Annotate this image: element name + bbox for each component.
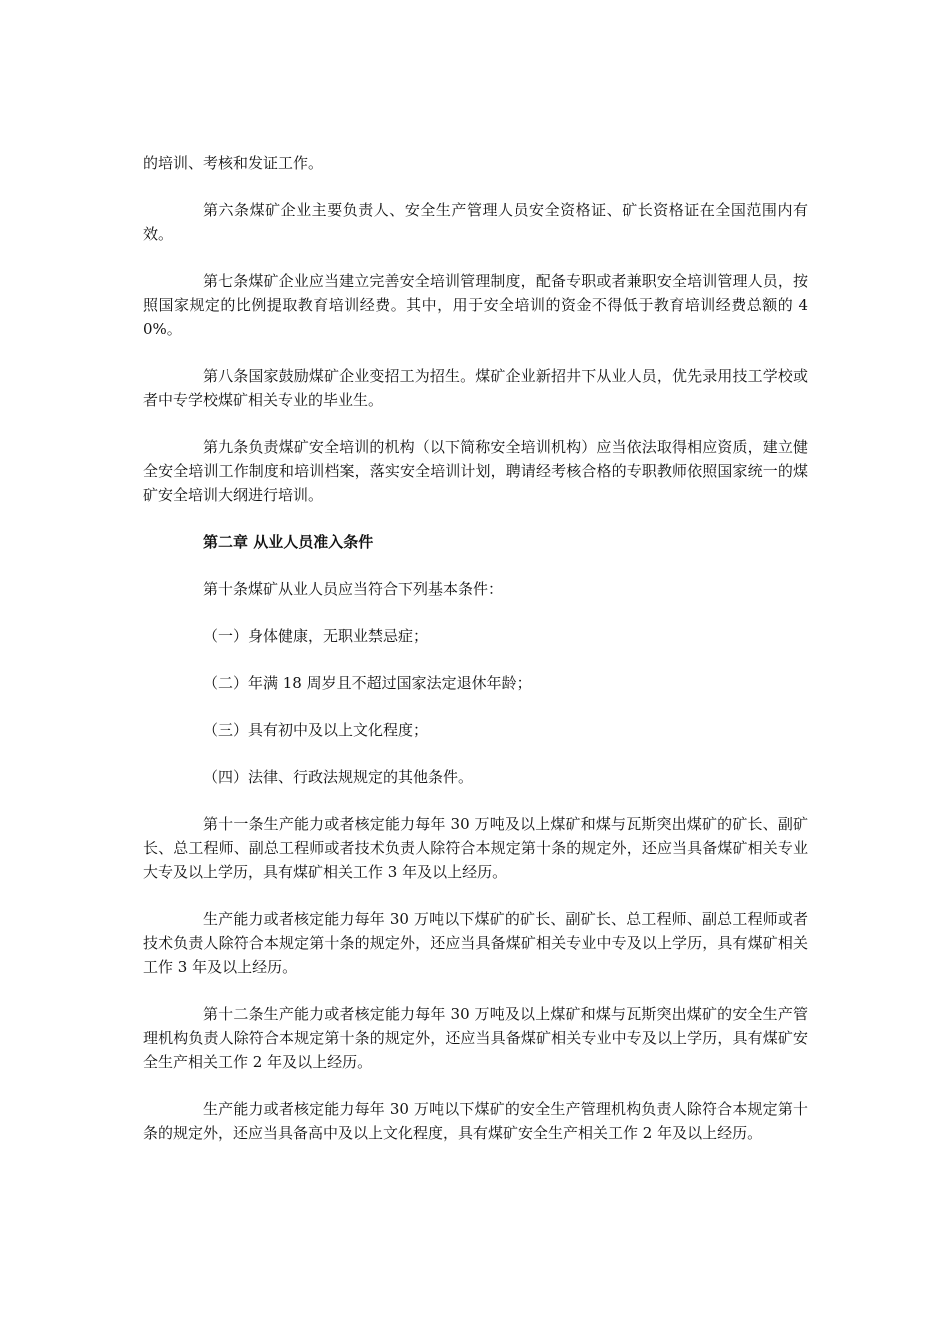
article-10-item-4: （四）法律、行政法规规定的其他条件。 (203, 768, 474, 786)
document-body (143, 151, 808, 1168)
article-11-paragraph-2: 生产能力或者核定能力每年 30 万吨以下煤矿的矿长、副矿长、总工程师、副总工程师或者技术负责人除符合本规定第十条的规定外，还应当具备煤矿相关专业中专及以上学历，具有煤矿相关工作 3 年及以上经历。 (143, 910, 808, 976)
article-7: 第七条煤矿企业应当建立完善安全培训管理制度，配备专职或者兼职安全培训管理人员，按照国家规定的比例提取教育培训经费。其中，用于安全培训的资金不得低于教育培训经费总额的 40%。 (143, 272, 808, 338)
paragraph-continued: 的培训、考核和发证工作。 (143, 154, 324, 172)
article-12-paragraph-2: 生产能力或者核定能力每年 30 万吨以下煤矿的安全生产管理机构负责人除符合本规定第十条的规定外，还应当具备高中及以上文化程度，具有煤矿安全生产相关工作 2 年及以上经历。 (143, 1100, 808, 1142)
article-10-item-2: （二）年满 18 周岁且不超过国家法定退休年龄； (203, 674, 532, 692)
article-11: 第十一条生产能力或者核定能力每年 30 万吨及以上煤矿和煤与瓦斯突出煤矿的矿长、副矿长、总工程师、副总工程师或者技术负责人除符合本规定第十条的规定外，还应当具备煤矿相关专业大专及以上学历，具有煤矿相关工作 3 年及以上经历。 (143, 815, 808, 881)
article-6: 第六条煤矿企业主要负责人、安全生产管理人员安全资格证、矿长资格证在全国范围内有效。 (143, 201, 808, 243)
article-10-item-1: （一）身体健康，无职业禁忌症； (203, 627, 429, 645)
article-9: 第九条负责煤矿安全培训的机构（以下简称安全培训机构）应当依法取得相应资质，建立健全安全培训工作制度和培训档案，落实安全培训计划，聘请经考核合格的专职教师依照国家统一的煤矿安全培训大纲进行培训。 (143, 438, 808, 504)
chapter-heading: 第二章 从业人员准入条件 (203, 533, 374, 551)
article-8: 第八条国家鼓励煤矿企业变招工为招生。煤矿企业新招井下从业人员，优先录用技工学校或者中专学校煤矿相关专业的毕业生。 (143, 367, 808, 409)
article-10: 第十条煤矿从业人员应当符合下列基本条件： (203, 580, 504, 598)
article-10-item-3: （三）具有初中及以上文化程度； (203, 721, 429, 739)
article-12: 第十二条生产能力或者核定能力每年 30 万吨及以上煤矿和煤与瓦斯突出煤矿的安全生产管理机构负责人除符合本规定第十条的规定外，还应当具备煤矿相关专业中专及以上学历，具有煤矿安全生产相关工作 2 年及以上经历。 (143, 1005, 808, 1071)
